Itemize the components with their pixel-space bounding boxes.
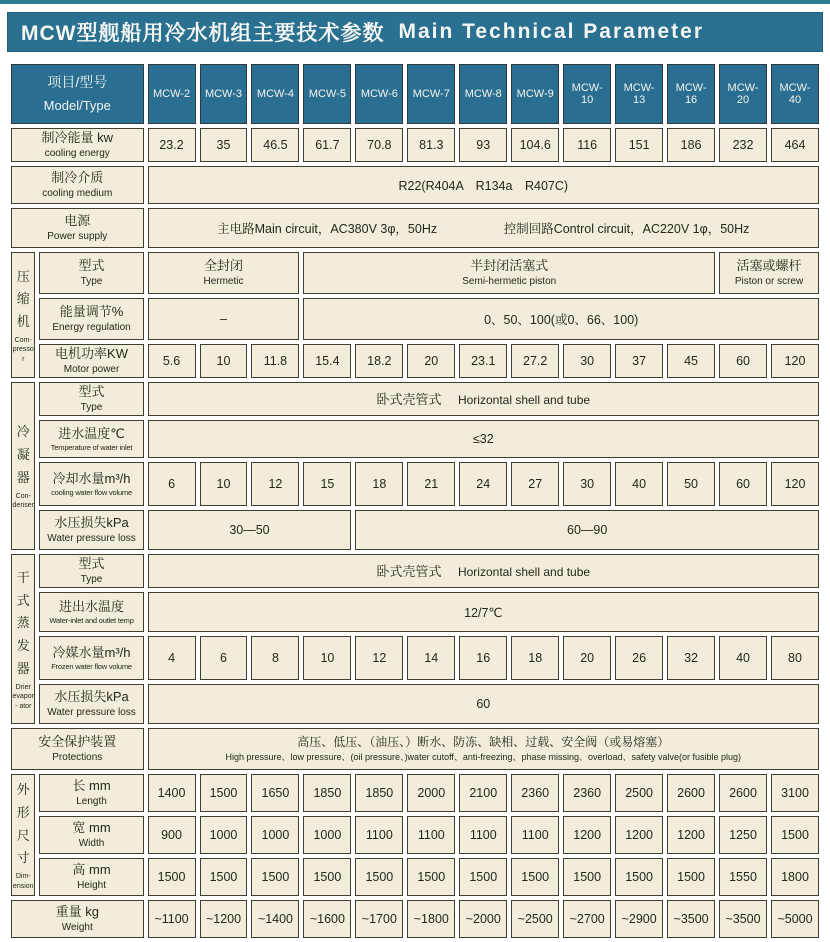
value-cell: 1850	[355, 774, 403, 812]
value-cell: 26	[615, 636, 663, 680]
value-cell: 40	[719, 636, 767, 680]
model-header: MCW-5	[303, 64, 351, 124]
model-header: MCW-2	[148, 64, 196, 124]
condenser-type-value: 卧式壳管式 Horizontal shell and tube	[148, 382, 819, 416]
value-cell: 10	[303, 636, 351, 680]
value-cell: 1500	[459, 858, 507, 896]
row-label-compressor-type: 型式 Type	[39, 252, 143, 294]
table-row	[11, 252, 819, 294]
evaporator-type-value: 卧式壳管式 Horizontal shell and tube	[148, 554, 819, 588]
section-label-evaporator: 干式蒸发器 Drier evapor- ator	[11, 554, 35, 724]
row-label-condenser-pressure-loss: 水压损失kPa Water pressure loss	[39, 510, 143, 550]
value-cell: 16	[459, 636, 507, 680]
compressor-type-hermetic: 全封闭 Hermetic	[148, 252, 300, 294]
table-row	[11, 64, 819, 124]
table-row	[11, 554, 819, 588]
value-cell: 2000	[407, 774, 455, 812]
control-circuit-spec: 控制回路Control circuit，AC220V 1φ，50Hz	[503, 222, 750, 236]
evaporator-pressure-loss-value: 60	[148, 684, 819, 724]
value-cell: 20	[563, 636, 611, 680]
model-header: MCW-9	[511, 64, 559, 124]
value-cell: 8	[251, 636, 299, 680]
value-cell: 232	[719, 128, 767, 162]
value-cell: 60	[719, 344, 767, 378]
value-cell: 1100	[459, 816, 507, 854]
value-cell: ~5000	[771, 900, 819, 938]
row-label-energy-regulation: 能量调节% Energy regulation	[39, 298, 143, 340]
value-cell: 15	[303, 462, 351, 506]
table-row	[11, 510, 819, 550]
table-row	[11, 166, 819, 204]
power-supply-value	[148, 208, 819, 248]
value-cell: 2600	[719, 774, 767, 812]
table-row	[11, 858, 819, 896]
row-label-weight: 重量 kg Weight	[11, 900, 144, 938]
value-cell: 35	[200, 128, 248, 162]
value-cell: 1500	[200, 858, 248, 896]
value-cell: 81.3	[407, 128, 455, 162]
value-cell: 1550	[719, 858, 767, 896]
value-cell: 900	[148, 816, 196, 854]
value-cell: 12	[355, 636, 403, 680]
value-cell: 18	[355, 462, 403, 506]
inout-temp-value: 12/7℃	[148, 592, 819, 632]
cooling-medium-value: R22(R404A R134a R407C)	[148, 166, 819, 204]
value-cell: 45	[667, 344, 715, 378]
page-title	[7, 12, 823, 52]
corner-en: Model/Type	[43, 97, 111, 113]
row-label-motor-power: 电机功率KW Motor power	[39, 344, 143, 378]
value-cell: 2100	[459, 774, 507, 812]
value-cell: 151	[615, 128, 663, 162]
inlet-temp-value: ≤32	[148, 420, 819, 458]
table-row	[11, 684, 819, 724]
row-label-evaporator-type: 型式 Type	[39, 554, 143, 588]
table-row	[11, 728, 819, 770]
model-header: MCW-10	[563, 64, 611, 124]
table-row	[11, 128, 819, 162]
value-cell: 14	[407, 636, 455, 680]
model-header: MCW-8	[459, 64, 507, 124]
row-label-inout-temp: 进出水温度 Water-inlet and outlet temp	[39, 592, 143, 632]
value-cell: 6	[148, 462, 196, 506]
row-label-evaporator-pressure-loss: 水压损失kPa Water pressure loss	[39, 684, 143, 724]
value-cell: ~1800	[407, 900, 455, 938]
row-label-cooling-energy: 制冷能量 kw cooling energy	[11, 128, 144, 162]
row-label-cooling-medium: 制冷介质 cooling medium	[11, 166, 144, 204]
value-cell: 1100	[511, 816, 559, 854]
value-cell: 1800	[771, 858, 819, 896]
value-cell: 61.7	[303, 128, 351, 162]
value-cell: 1000	[251, 816, 299, 854]
value-cell: 40	[615, 462, 663, 506]
value-cell: 60	[719, 462, 767, 506]
value-cell: ~1400	[251, 900, 299, 938]
row-label-condenser-type: 型式 Type	[39, 382, 143, 416]
value-cell: 70.8	[355, 128, 403, 162]
spec-table	[7, 60, 823, 942]
value-cell: 1850	[303, 774, 351, 812]
value-cell: 1500	[200, 774, 248, 812]
value-cell: 1100	[407, 816, 455, 854]
value-cell: 120	[771, 344, 819, 378]
value-cell: 20	[407, 344, 455, 378]
value-cell: 24	[459, 462, 507, 506]
value-cell: 4	[148, 636, 196, 680]
table-row	[11, 382, 819, 416]
value-cell: 116	[563, 128, 611, 162]
pressure-loss-low: 30—50	[148, 510, 352, 550]
value-cell: 30	[563, 462, 611, 506]
value-cell: 1200	[563, 816, 611, 854]
pressure-loss-high: 60—90	[355, 510, 819, 550]
value-cell: 1100	[355, 816, 403, 854]
value-cell: 186	[667, 128, 715, 162]
value-cell: 1500	[615, 858, 663, 896]
value-cell: 10	[200, 462, 248, 506]
value-cell: 27.2	[511, 344, 559, 378]
model-header: MCW-3	[200, 64, 248, 124]
energy-regulation-none: –	[148, 298, 300, 340]
value-cell: 2360	[563, 774, 611, 812]
value-cell: 2360	[511, 774, 559, 812]
model-header: MCW-40	[771, 64, 819, 124]
value-cell: 50	[667, 462, 715, 506]
table-row	[11, 636, 819, 680]
value-cell: ~1600	[303, 900, 351, 938]
value-cell: 1000	[303, 816, 351, 854]
value-cell: 1500	[667, 858, 715, 896]
value-cell: 23.1	[459, 344, 507, 378]
value-cell: ~2500	[511, 900, 559, 938]
table-row	[11, 344, 819, 378]
compressor-type-semi-hermetic: 半封闭活塞式 Semi-hermetic piston	[303, 252, 715, 294]
page-title-zh: MCW型舰船用冷水机组主要技术参数	[21, 22, 385, 45]
value-cell: 46.5	[251, 128, 299, 162]
table-row	[11, 774, 819, 812]
value-cell: ~3500	[719, 900, 767, 938]
section-label-compressor: 压缩机 Com- pressor	[11, 252, 35, 378]
value-cell: 2600	[667, 774, 715, 812]
main-circuit-spec: 主电路Main circuit，AC380V 3φ，50Hz	[217, 222, 438, 236]
section-label-condenser: 冷凝器 Con- denser	[11, 382, 35, 550]
table-row	[11, 900, 819, 938]
value-cell: 1500	[355, 858, 403, 896]
section-label-dimension: 外形尺寸 Dim- ension	[11, 774, 35, 896]
model-header: MCW-4	[251, 64, 299, 124]
value-cell: 15.4	[303, 344, 351, 378]
value-cell: 30	[563, 344, 611, 378]
value-cell: 1400	[148, 774, 196, 812]
page-title-en: Main Technical Parameter	[398, 20, 705, 43]
value-cell: 3100	[771, 774, 819, 812]
table-row	[11, 420, 819, 458]
table-row	[11, 592, 819, 632]
value-cell: ~3500	[667, 900, 715, 938]
model-header: MCW-6	[355, 64, 403, 124]
row-label-width: 宽 mm Width	[39, 816, 143, 854]
value-cell: ~2900	[615, 900, 663, 938]
table-row	[11, 462, 819, 506]
value-cell: 18	[511, 636, 559, 680]
model-header: MCW-13	[615, 64, 663, 124]
energy-regulation-range: 0、50、100(或0、66、100)	[303, 298, 819, 340]
top-accent-strip	[0, 0, 830, 4]
value-cell: 80	[771, 636, 819, 680]
value-cell: ~2000	[459, 900, 507, 938]
row-label-frozen-water: 冷媒水量m³/h Frozen water flow volume	[39, 636, 143, 680]
value-cell: 1500	[407, 858, 455, 896]
value-cell: 1200	[615, 816, 663, 854]
value-cell: ~1700	[355, 900, 403, 938]
table-row	[11, 816, 819, 854]
row-label-inlet-temp: 进水温度℃ Temperature of water inlet	[39, 420, 143, 458]
value-cell: 11.8	[251, 344, 299, 378]
value-cell: 464	[771, 128, 819, 162]
value-cell: 32	[667, 636, 715, 680]
compressor-type-piston-screw: 活塞或螺杆 Piston or screw	[719, 252, 819, 294]
protections-value: 高压、低压、（油压、）断水、防冻、缺相、过载、安全阀（或易熔塞） High pressure、low pressure、(oil pressure、)water cutoff、anti-freezing、phase missing、overload、safety valve(or fusible plug)	[148, 728, 819, 770]
value-cell: 120	[771, 462, 819, 506]
value-cell: 1500	[303, 858, 351, 896]
value-cell: ~1200	[200, 900, 248, 938]
value-cell: ~2700	[563, 900, 611, 938]
value-cell: 1500	[563, 858, 611, 896]
value-cell: 18.2	[355, 344, 403, 378]
value-cell: 93	[459, 128, 507, 162]
value-cell: 10	[200, 344, 248, 378]
value-cell: 2500	[615, 774, 663, 812]
value-cell: 37	[615, 344, 663, 378]
value-cell: 6	[200, 636, 248, 680]
value-cell: 21	[407, 462, 455, 506]
table-row	[11, 208, 819, 248]
value-cell: 104.6	[511, 128, 559, 162]
corner-cell	[11, 64, 144, 124]
model-header: MCW-16	[667, 64, 715, 124]
row-label-cooling-water: 冷却水量m³/h cooling water flow volume	[39, 462, 143, 506]
corner-zh: 项目/型号	[47, 74, 108, 91]
row-label-height: 高 mm Height	[39, 858, 143, 896]
value-cell: 1200	[667, 816, 715, 854]
value-cell: 27	[511, 462, 559, 506]
value-cell: 12	[251, 462, 299, 506]
value-cell: 1500	[511, 858, 559, 896]
row-label-protections: 安全保护装置 Protections	[11, 728, 144, 770]
value-cell: 1500	[251, 858, 299, 896]
value-cell: 1500	[771, 816, 819, 854]
value-cell: 1650	[251, 774, 299, 812]
row-label-power-supply: 电源 Power supply	[11, 208, 144, 248]
value-cell: 1500	[148, 858, 196, 896]
table-row	[11, 298, 819, 340]
model-header: MCW-7	[407, 64, 455, 124]
value-cell: 1250	[719, 816, 767, 854]
value-cell: ~1100	[148, 900, 196, 938]
row-label-length: 长 mm Length	[39, 774, 143, 812]
value-cell: 5.6	[148, 344, 196, 378]
value-cell: 1000	[200, 816, 248, 854]
model-header: MCW-20	[719, 64, 767, 124]
value-cell: 23.2	[148, 128, 196, 162]
